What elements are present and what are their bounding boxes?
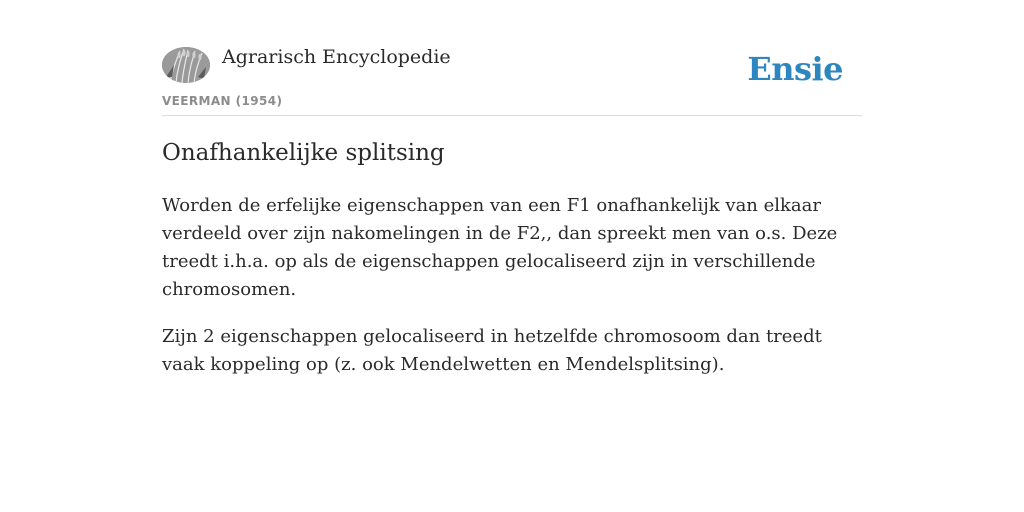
- book-author-label: VEERMAN (1954): [162, 94, 283, 108]
- page-container: [162, 0, 862, 375]
- entry-paragraph: Worden de erfelijke eigenschappen van een F1 onafhankelijk van elkaar verdeeld over zijn nakomelingen in de F2,, dan spreekt men van o.s. Deze treedt i.h.a. op als de eigenschappen gelocaliseerd zijn in verschillende chromosomen.: [162, 195, 838, 300]
- entry-paragraph: Zijn 2 eigenschappen gelocaliseerd in hetzelfde chromosoom dan treedt vaak koppeling op (z. ook Mendelwetten en Mendelsplitsing).: [162, 326, 822, 375]
- entry-title: Onafhankelijke splitsing: [162, 140, 445, 166]
- entry-header: [162, 0, 862, 116]
- book-title-link[interactable]: Agrarisch Encyclopedie: [222, 46, 451, 68]
- wheat-book-cover-icon: [162, 47, 210, 83]
- book-cover-thumbnail[interactable]: [162, 47, 210, 83]
- entry-body: [162, 192, 862, 398]
- ensie-logo-link[interactable]: Ensie: [747, 50, 843, 88]
